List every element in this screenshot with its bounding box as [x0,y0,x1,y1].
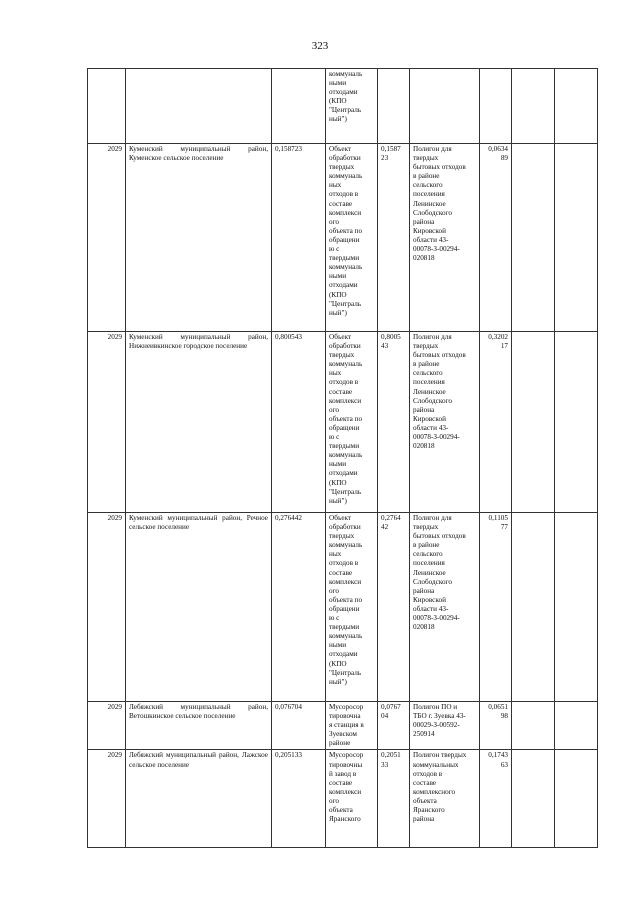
polygon-cell [410,69,480,144]
object-cell: Мусоросор тировочны й завод в составе комплекси ого объекта Яранского [326,750,378,848]
object-cell: Объект обработки твердых коммуналь ных отходов в составе комплекси ого объекта по обращени ю с твердыми коммуналь ными отходами (КПО "Централь ный") [326,332,378,513]
table-row [88,513,598,702]
territory-cell: Куменский муниципальный район, Куменское сельское поселение [126,144,272,332]
territory-cell: Лебяжский муниципальный район, Лажское сельское поселение [126,750,272,848]
empty-cell [512,144,555,332]
rate-cell: 0,0634 89 [480,144,512,332]
polygon-cell: Полигон ПО и ТБО г. Зуевка 43- 00029-З-00592- 250914 [410,702,480,750]
rate-cell: 0,1105 77 [480,513,512,702]
mass-cell: 0,076704 [272,702,326,750]
empty-cell [555,513,598,702]
object-cell: Мусоросор тировочна я станция в Зуевском районе [326,702,378,750]
object-cell: Объект обработки твердых коммуналь ных отходов в составе комплекси ого объекта по обращени ю с твердыми коммуналь ными отходами (КПО "Централь ный") [326,513,378,702]
volume-cell: 0,8005 43 [378,332,410,513]
rate-cell: 0,1743 63 [480,750,512,848]
rate-cell: 0,0651 98 [480,702,512,750]
object-cell: Объект обработки твердых коммуналь ных отходов в составе комплекси ого объекта по обращени ю с твердыми коммуналь ными отходами (КПО "Централь ный") [326,144,378,332]
table-row [88,750,598,848]
empty-cell [512,750,555,848]
empty-cell [555,702,598,750]
page-number: 323 [311,40,329,52]
empty-cell [512,513,555,702]
territory-cell: Куменский муниципальный район, Речное сельское поселение [126,513,272,702]
polygon-cell: Полигон твердых коммунальных отходов в составе комплексного объекта Яранского района [410,750,480,848]
year-cell: 2029 [88,513,126,702]
volume-cell: 0,1587 23 [378,144,410,332]
waste-flow-table [87,68,598,848]
empty-cell [512,332,555,513]
mass-cell: 0,158723 [272,144,326,332]
mass-cell: 0,276442 [272,513,326,702]
territory-cell: Куменский муниципальный район, Нижнеивкинское городское поселение [126,332,272,513]
territory-cell [126,69,272,144]
territory-cell: Лебяжский муниципальный район, Ветошкинское сельское поселение [126,702,272,750]
table-row [88,702,598,750]
rate-cell [480,69,512,144]
mass-cell: 0,800543 [272,332,326,513]
year-cell: 2029 [88,702,126,750]
rate-cell: 0,3202 17 [480,332,512,513]
volume-cell [378,69,410,144]
mass-cell [272,69,326,144]
table-row [88,69,598,144]
polygon-cell: Полигон для твердых бытовых отходов в районе сельского поселения Ленинское Слободского района Кировской области 43- 00078-З-00294- 020818 [410,513,480,702]
empty-cell [555,69,598,144]
year-cell [88,69,126,144]
object-cell: коммуналь ными отходами (КПО "Централь ный") [326,69,378,144]
mass-cell: 0,205133 [272,750,326,848]
volume-cell: 0,2764 42 [378,513,410,702]
empty-cell [512,702,555,750]
year-cell: 2029 [88,144,126,332]
empty-cell [512,69,555,144]
empty-cell [555,332,598,513]
volume-cell: 0,0767 04 [378,702,410,750]
table-row [88,144,598,332]
polygon-cell: Полигон для твердых бытовых отходов в районе сельского поселения Ленинское Слободского района Кировской области 43- 00078-З-00294- 020818 [410,332,480,513]
empty-cell [555,750,598,848]
empty-cell [555,144,598,332]
volume-cell: 0,2051 33 [378,750,410,848]
polygon-cell: Полигон для твердых бытовых отходов в районе сельского поселения Ленинское Слободского района Кировской области 43- 00078-З-00294- 020818 [410,144,480,332]
table-row [88,332,598,513]
year-cell: 2029 [88,332,126,513]
year-cell: 2029 [88,750,126,848]
